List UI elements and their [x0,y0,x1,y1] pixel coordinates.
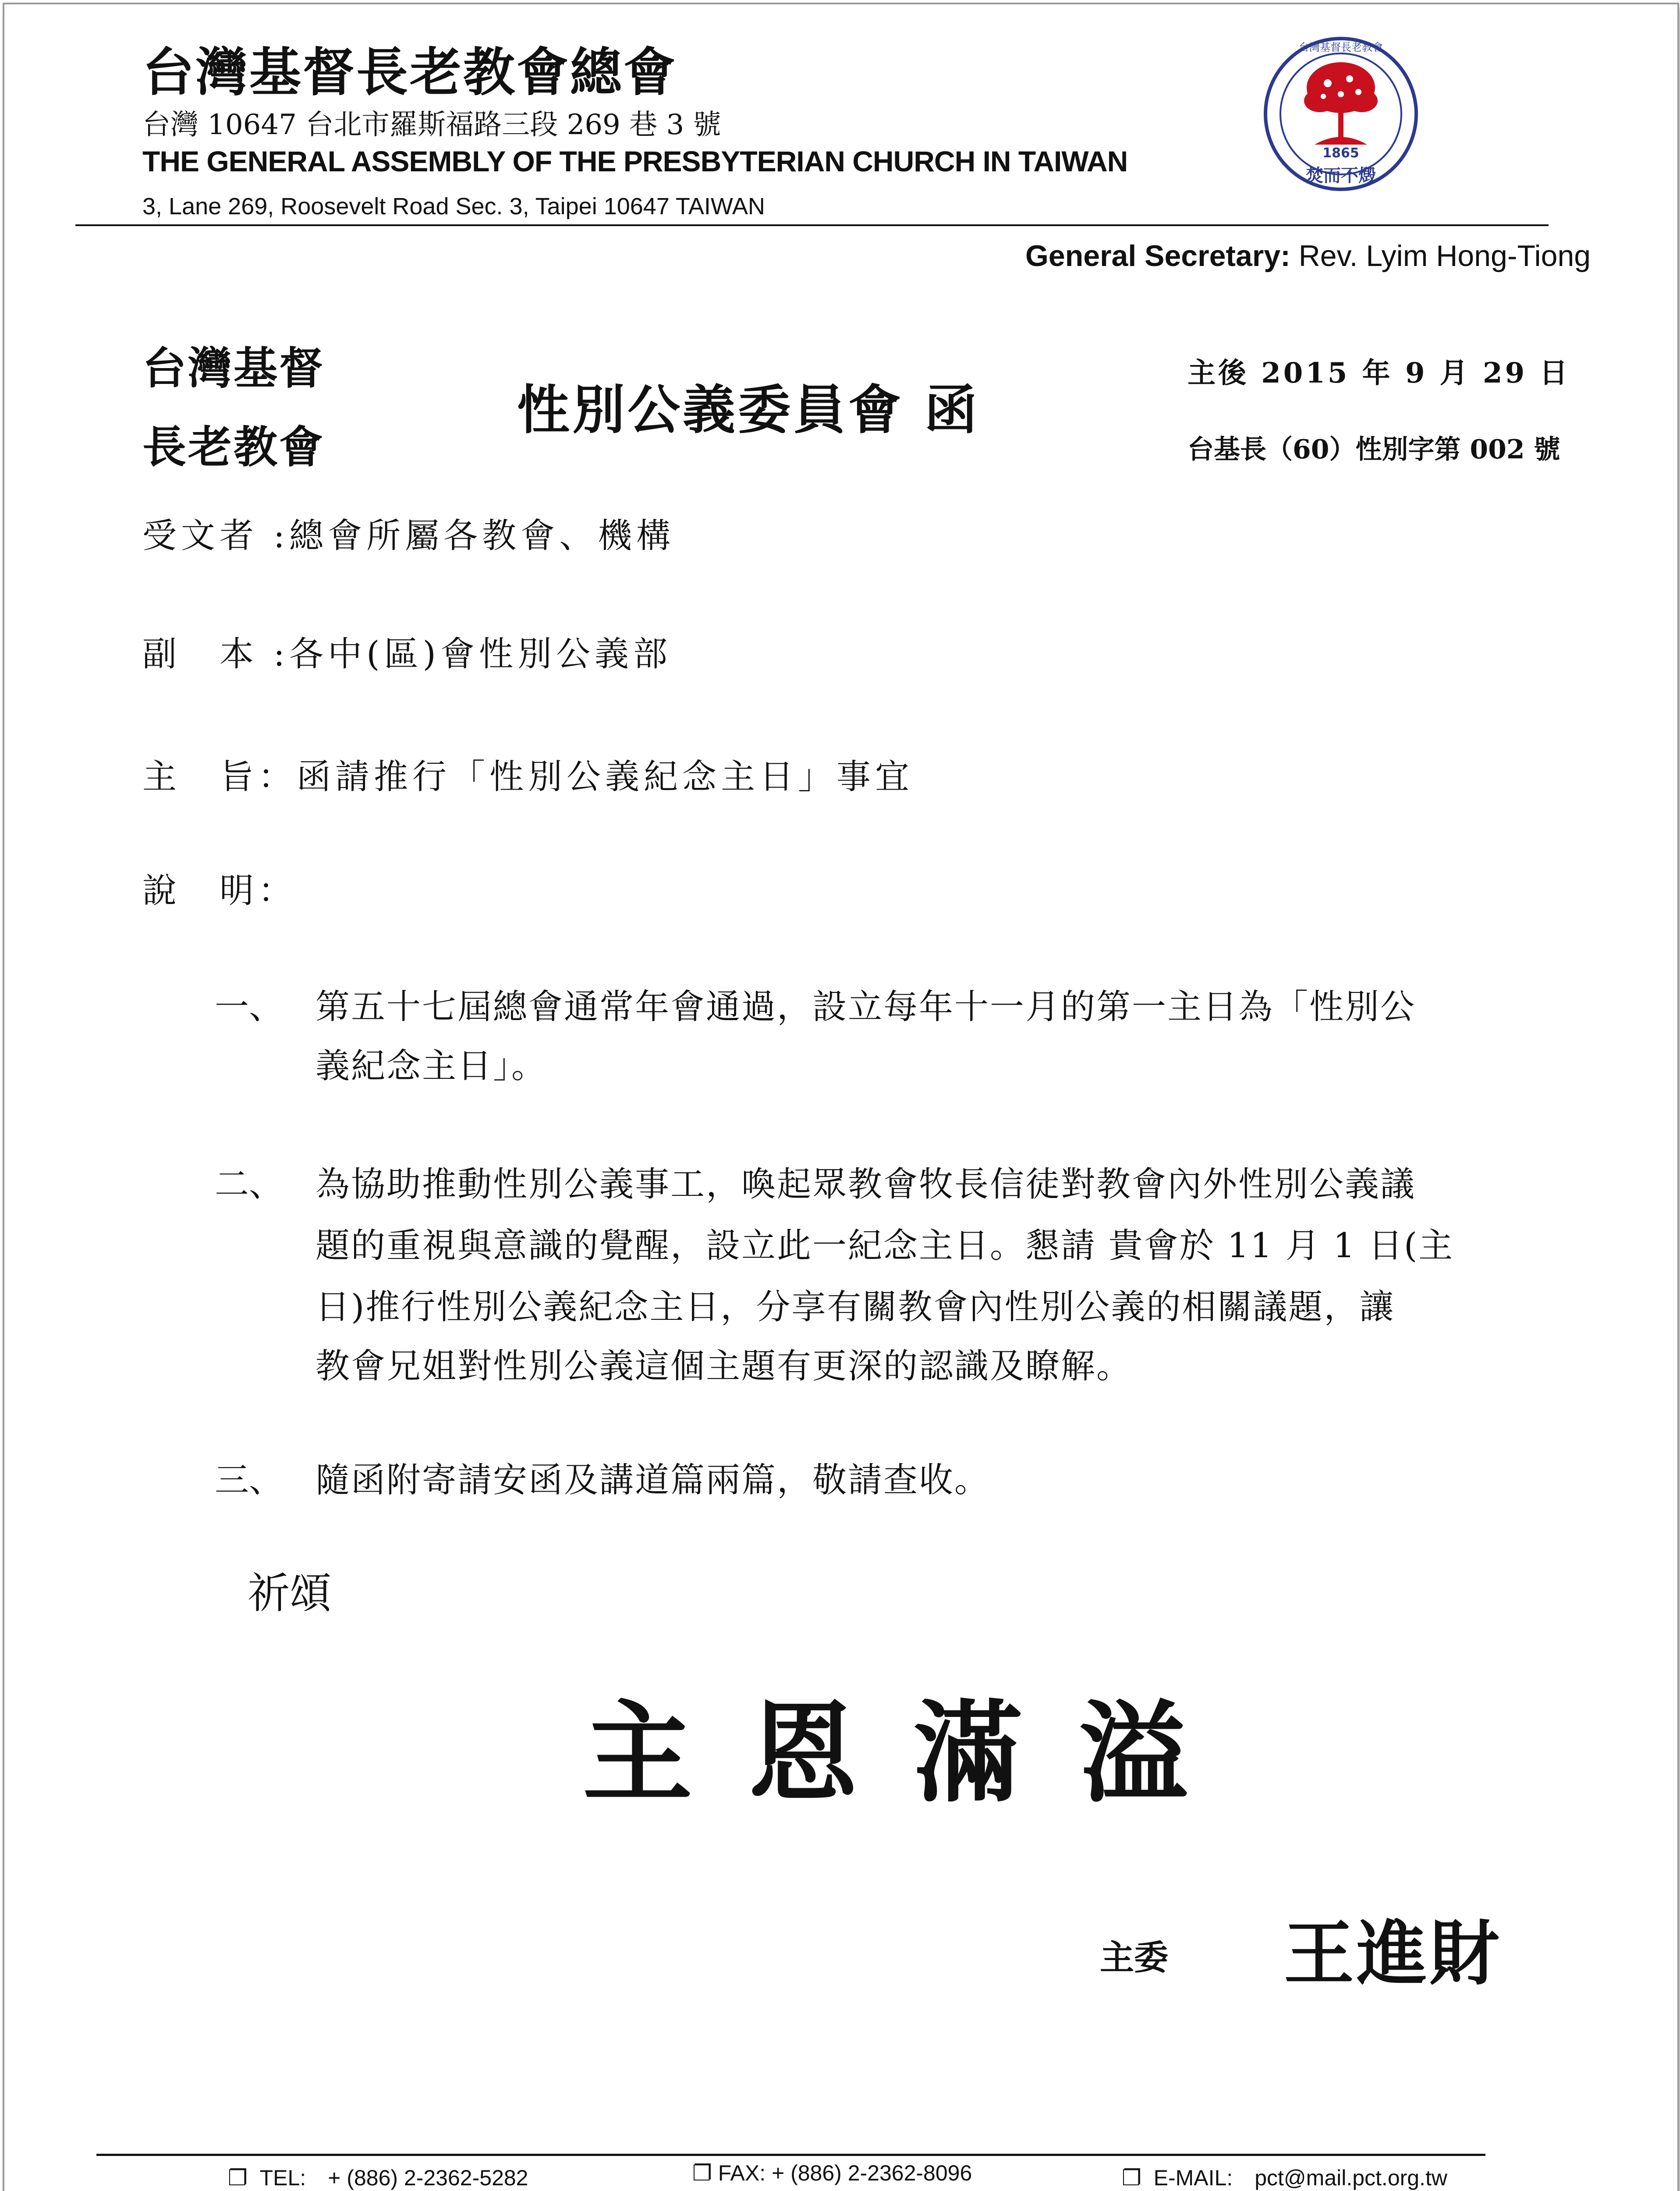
seal-top-text: 台灣基督長老教會 [1299,41,1383,53]
seal-year: 1865 [1322,145,1359,161]
subject-label: 主 旨 [142,757,259,797]
subject-value: ：函請推行「性別公義紀念主日」事宜 [258,757,914,797]
closing-blessing: 主 恩 滿 溢 [583,1688,1197,1817]
letter-date: 主後 2015 年 9 月 29 日 [1187,357,1570,390]
item-number: 一、 [215,987,284,1027]
subject-row [142,749,914,798]
closing-greeting: 祈頌 [248,1569,332,1618]
letterhead-left-line1: 台灣基督 [142,342,325,394]
checkbox-icon: ❐ [1122,2166,1141,2190]
item-line: 第五十七屆總會通常年會通過，設立每年十一月的第一主日為「性別公 [315,987,1416,1027]
org-name-en: THE GENERAL ASSEMBLY OF THE PRESBYTERIAN CHURCH IN TAIWAN [142,145,1128,177]
header-rule [75,224,1549,226]
address-zh: 台灣 10647 台北市羅斯福路三段 269 巷 3 號 [142,109,721,141]
page-frame [3,3,1679,2191]
footer-fax: ❐ FAX: + (886) 2-2362-8096 [692,2161,972,2185]
item-line: 題的重視與意識的覺醒，設立此一紀念主日。懇請 貴會於 11 月 1 日(主 [315,1226,1454,1266]
recipient-row [142,508,675,557]
item-line: 教會兄姐對性別公義這個主題有更深的認識及瞭解。 [315,1347,1132,1386]
footer-tel: ❐ TEL: + (886) 2-2362-5282 [228,2166,528,2190]
recipient-label: 受文者 [142,516,259,556]
checkbox-icon: ❐ [228,2166,248,2190]
item-line: 隨函附寄請安函及講道篇兩篇，敬請查收。 [315,1461,990,1500]
footer-top-rule [96,2154,1485,2156]
item-line: 義紀念主日」。 [315,1046,547,1086]
gs-name: Rev. Lyim Hong-Tiong [1298,239,1591,273]
copy-row [142,627,672,676]
checkbox-icon: ❐ [692,2161,712,2185]
footer-email: ❐ E-MAIL: pct@mail.pct.org.tw [1122,2166,1447,2190]
letterhead-left-line2: 長老教會 [142,421,325,473]
gs-label: General Secretary: [1025,239,1290,273]
letter-title: 性別公義委員會 函 [517,379,980,441]
recipient-value: :總會所屬各教會、機構 [273,516,675,556]
signer-name-signature: 王進財 [1284,1912,1503,1995]
item-number: 三、 [215,1461,284,1500]
general-secretary [1025,239,1591,273]
explanation-label: 說 明： [142,871,297,911]
copy-label: 副 本 [142,635,259,674]
church-seal-logo [1262,35,1420,193]
letter-reference: 台基長（60）性別字第 002 號 [1187,434,1560,465]
seal-motto: 焚而不燬 [1306,166,1376,186]
org-name-zh: 台灣基督長老教會總會 [142,44,677,102]
item-number: 二、 [215,1165,284,1204]
signer-title: 主委 [1100,1938,1169,1978]
item-line: 日)推行性別公義紀念主日，分享有關教會內性別公義的相關議題，讓 [315,1287,1395,1327]
item-line: 為協助推動性別公義事工，喚起眾教會牧長信徒對教會內外性別公義議 [315,1165,1416,1204]
address-en: 3, Lane 269, Roosevelt Road Sec. 3, Taipei 10647 TAIWAN [142,193,765,220]
copy-value: :各中(區)會性別公義部 [273,635,672,674]
